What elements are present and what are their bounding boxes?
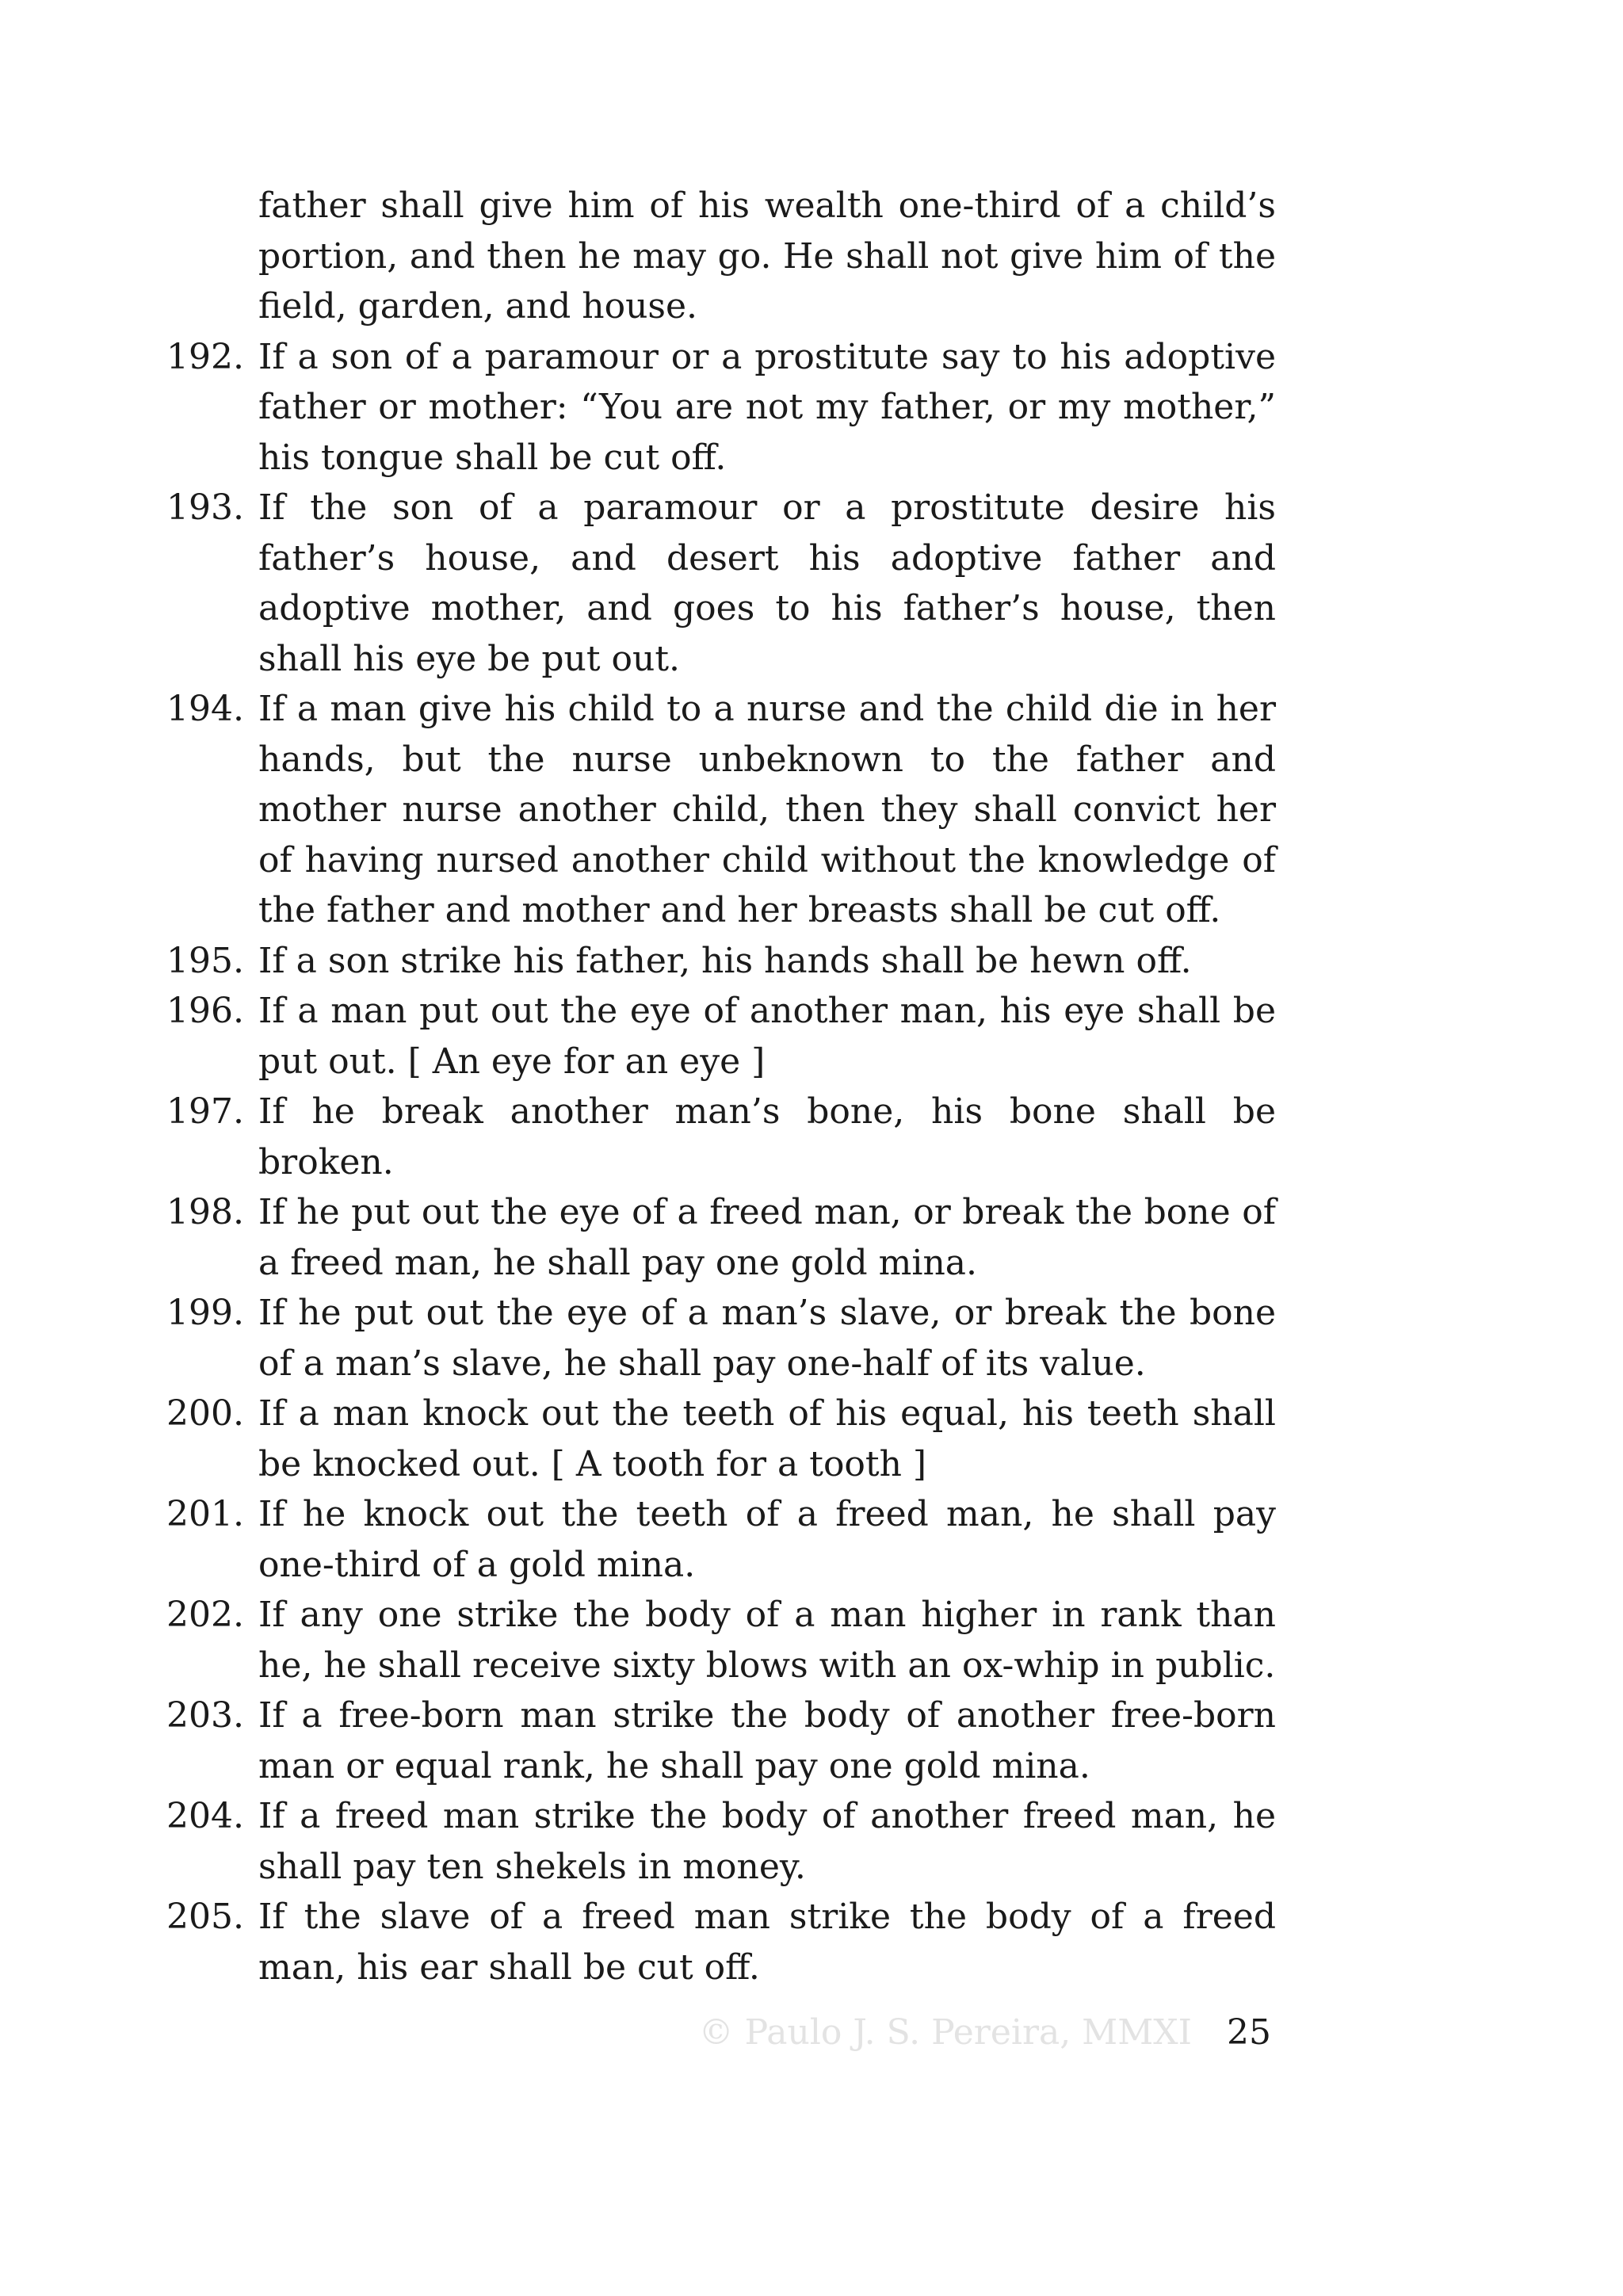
- law-item-203: [166, 1690, 1276, 1791]
- law-text: If a son of a paramour or a prostitute say to his adoptive father or mother: “You are not my father, or my mother,” his tongue shall be cut off.: [258, 336, 1276, 478]
- page-number: 25: [1227, 2012, 1271, 2053]
- law-number: 195.: [166, 940, 244, 981]
- law-text: If a man knock out the teeth of his equal, his teeth shall be knocked out. [ A tooth for a tooth ]: [258, 1393, 1276, 1484]
- law-text: If the slave of a freed man strike the body of a freed man, his ear shall be cut off.: [258, 1897, 1276, 1988]
- law-number: 194.: [166, 689, 244, 729]
- law-item-204: [166, 1791, 1276, 1892]
- copyright-notice: © Paulo J. S. Pereira, MMXI: [698, 2012, 1192, 2053]
- law-number: 198.: [166, 1192, 244, 1232]
- law-item-192: [166, 332, 1276, 483]
- law-item-195: [166, 936, 1276, 987]
- law-item-202: [166, 1590, 1276, 1690]
- law-list: [166, 181, 1276, 1992]
- law-item-199: [166, 1288, 1276, 1389]
- law-continuation: [166, 181, 1276, 332]
- law-number: 204.: [166, 1796, 244, 1836]
- law-text: If a son strike his father, his hands shall be hewn off.: [258, 940, 1192, 981]
- law-text: If he break another man’s bone, his bone shall be broken.: [258, 1091, 1276, 1182]
- law-item-193: [166, 483, 1276, 684]
- law-number: 199.: [166, 1293, 244, 1333]
- law-number: 203.: [166, 1695, 244, 1736]
- law-item-201: [166, 1489, 1276, 1590]
- law-number: 192.: [166, 336, 244, 377]
- law-item-200: [166, 1389, 1276, 1489]
- law-text: If he knock out the teeth of a freed man, he shall pay one-third of a gold mina.: [258, 1494, 1276, 1585]
- law-item-194: [166, 684, 1276, 936]
- law-text: If a man give his child to a nurse and the child die in her hands, but the nurse unbeknown to the father and mother nurse another child, then they shall convict her of having nursed another child without the knowledge of the father and mother and her breasts shall be cut off.: [258, 689, 1276, 930]
- law-item-197: [166, 1087, 1276, 1187]
- law-item-198: [166, 1187, 1276, 1288]
- law-number: 201.: [166, 1494, 244, 1534]
- law-text: If any one strike the body of a man higher in rank than he, he shall receive sixty blows with an ox-whip in public.: [258, 1595, 1276, 1686]
- law-number: 200.: [166, 1393, 244, 1434]
- law-text: If he put out the eye of a freed man, or break the bone of a freed man, he shall pay one gold mina.: [258, 1192, 1276, 1283]
- law-text: If the son of a paramour or a prostitute desire his father’s house, and desert his adoptive father and adoptive mother, and goes to his father’s house, then shall his eye be put out.: [258, 487, 1276, 679]
- law-text: father shall give him of his wealth one-third of a child’s portion, and then he may go. He shall not give him of the field, garden, and house.: [258, 185, 1276, 327]
- law-number: 193.: [166, 487, 244, 528]
- law-text: If a man put out the eye of another man, his eye shall be put out. [ An eye for an eye ]: [258, 991, 1276, 1082]
- law-text: If he put out the eye of a man’s slave, or break the bone of a man’s slave, he shall pay one-half of its value.: [258, 1293, 1276, 1384]
- law-number: 197.: [166, 1091, 244, 1132]
- law-text: If a free-born man strike the body of another free-born man or equal rank, he shall pay one gold mina.: [258, 1695, 1276, 1786]
- law-number: 202.: [166, 1595, 244, 1635]
- law-item-196: [166, 986, 1276, 1087]
- law-number: 205.: [166, 1897, 244, 1937]
- law-text: If a freed man strike the body of another freed man, he shall pay ten shekels in money.: [258, 1796, 1276, 1887]
- page-footer: [699, 2009, 1271, 2057]
- law-number: 196.: [166, 991, 244, 1031]
- law-item-205: [166, 1892, 1276, 1992]
